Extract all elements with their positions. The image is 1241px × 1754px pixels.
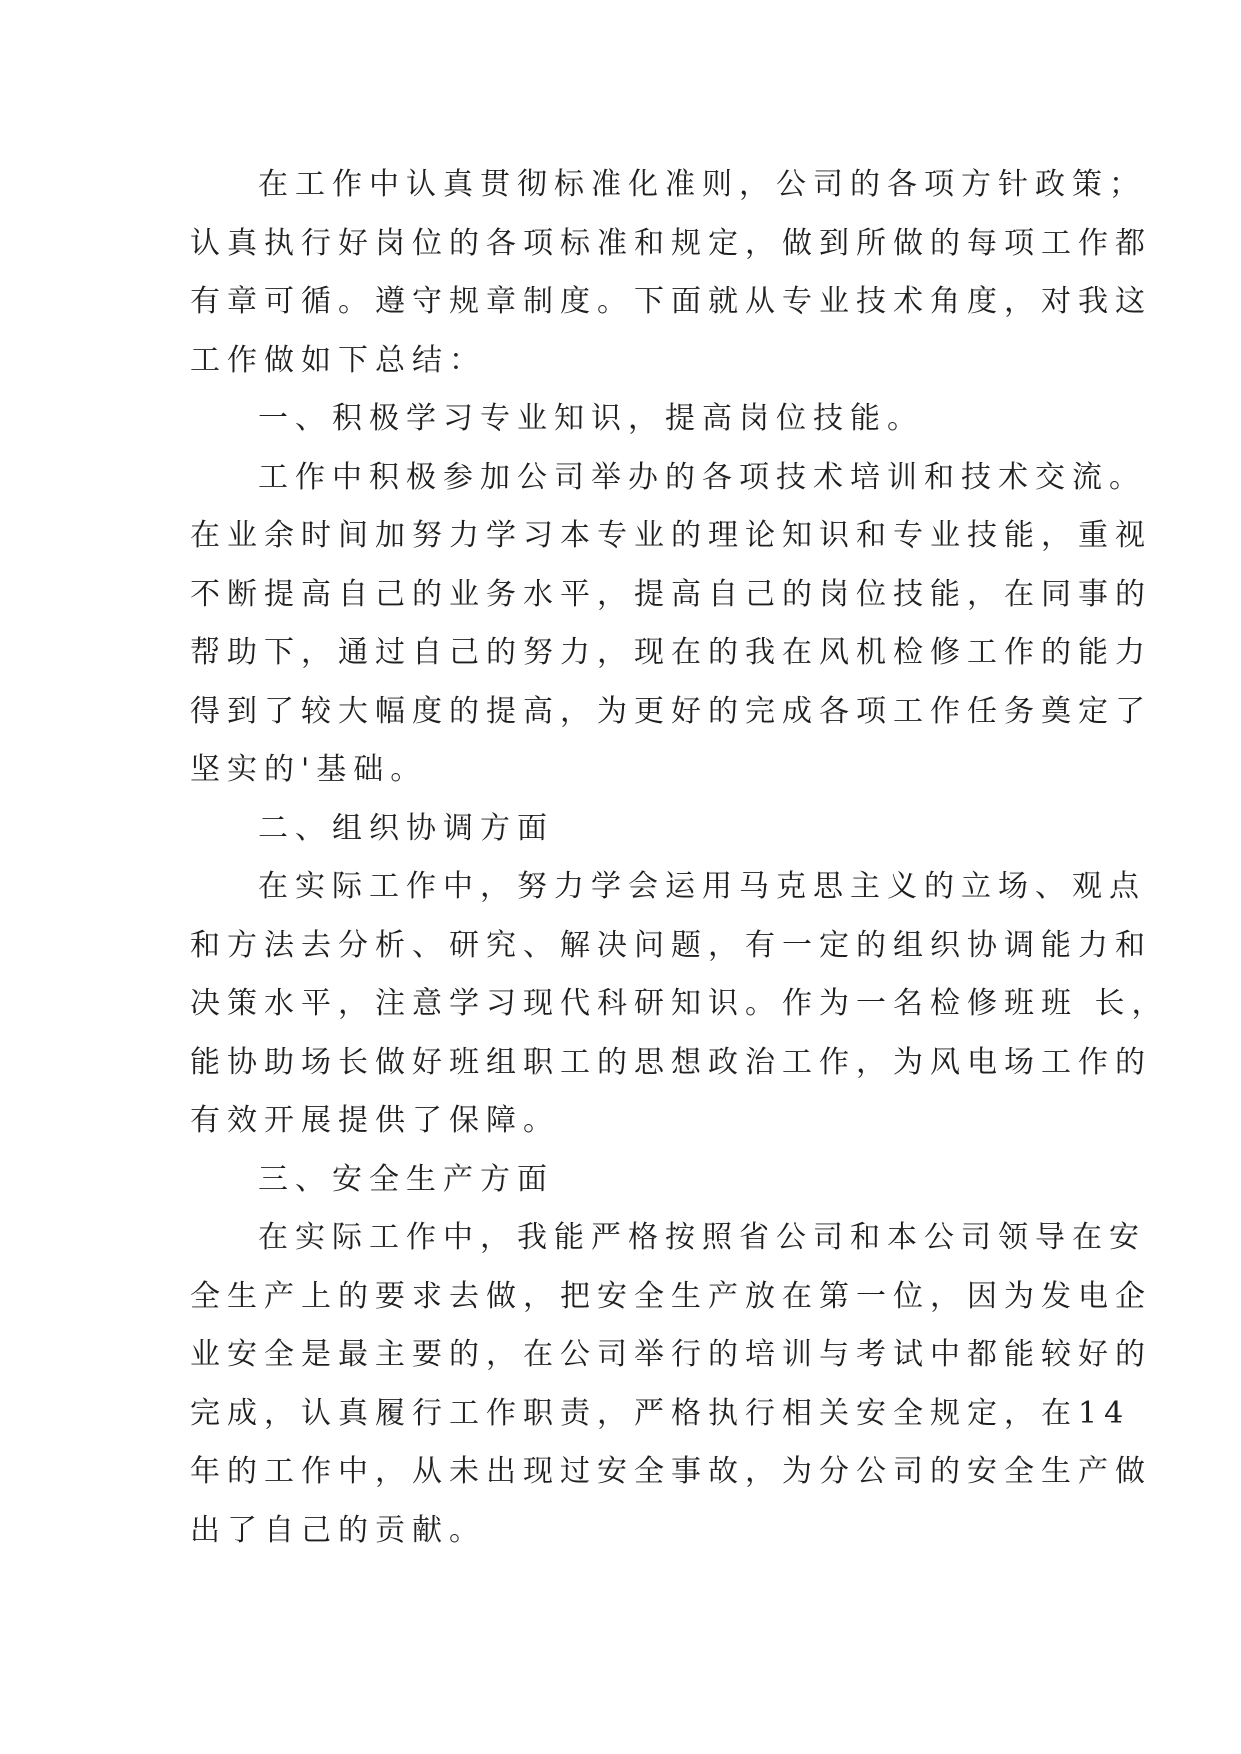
- section-heading-1: [190, 390, 1050, 449]
- text-line: 决策水平，注意学习现代科研知识。作为一名检修班班 长，: [190, 986, 1169, 1021]
- text-line: 帮助下，通过自己的努力，现在的我在风机检修工作的能力: [190, 635, 1152, 670]
- text-line: 在业余时间加努力学习本专业的理论知识和专业技能，重视: [190, 518, 1152, 553]
- heading-text: 二、组织协调方面: [258, 810, 554, 846]
- text-line: 有效开展提供了保障。: [190, 1103, 560, 1138]
- text-line: 认真执行好岗位的各项标准和规定，做到所做的每项工作都: [190, 225, 1152, 261]
- text-line: 坚实的'基础。: [190, 752, 428, 787]
- paragraph-intro: [190, 156, 1152, 390]
- heading-text: 一、积极学习专业知识，提高岗位技能。: [258, 401, 924, 436]
- text-line: 和方法去分析、研究、解决问题，有一定的组织协调能力和: [190, 927, 1152, 963]
- text-line: 工作做如下总结：: [190, 342, 486, 378]
- text-line: 完成，认真履行工作职责，严格执行相关安全规定，在14: [190, 1395, 1131, 1431]
- paragraph-section-3: [190, 1209, 1152, 1560]
- text-line: 业安全是最主要的，在公司举行的培训与考试中都能较好的: [190, 1337, 1152, 1372]
- section-heading-2: [190, 800, 1050, 859]
- text-line: 在实际工作中，努力学会运用马克思主义的立场、观点: [258, 869, 1146, 904]
- text-line: 得到了较大幅度的提高，为更好的完成各项工作任务奠定了: [190, 693, 1152, 729]
- text-line: 能协助场长做好班组职工的思想政治工作，为风电场工作的: [190, 1044, 1152, 1080]
- text-line: 年的工作中，从未出现过安全事故，为分公司的安全生产做: [190, 1454, 1152, 1489]
- section-heading-3: [190, 1151, 1050, 1210]
- text-line: 全生产上的要求去做，把安全生产放在第一位，因为发电企: [190, 1278, 1152, 1314]
- heading-text: 三、安全生产方面: [258, 1161, 554, 1197]
- text-line: 不断提高自己的业务水平，提高自己的岗位技能，在同事的: [190, 576, 1152, 612]
- paragraph-section-1: [190, 449, 1152, 800]
- text-line: 在实际工作中，我能严格按照省公司和本公司领导在安: [258, 1220, 1146, 1255]
- text-line: 出了自己的贡献。: [190, 1512, 486, 1548]
- text-line: 有章可循。遵守规章制度。下面就从专业技术角度，对我这: [190, 284, 1152, 319]
- text-line: 在工作中认真贯彻标准化准则，公司的各项方针政策；: [258, 167, 1146, 202]
- paragraph-section-2: [190, 858, 1169, 1151]
- document-body: [190, 156, 1169, 1560]
- text-line: 工作中积极参加公司举办的各项技术培训和技术交流。: [258, 459, 1146, 495]
